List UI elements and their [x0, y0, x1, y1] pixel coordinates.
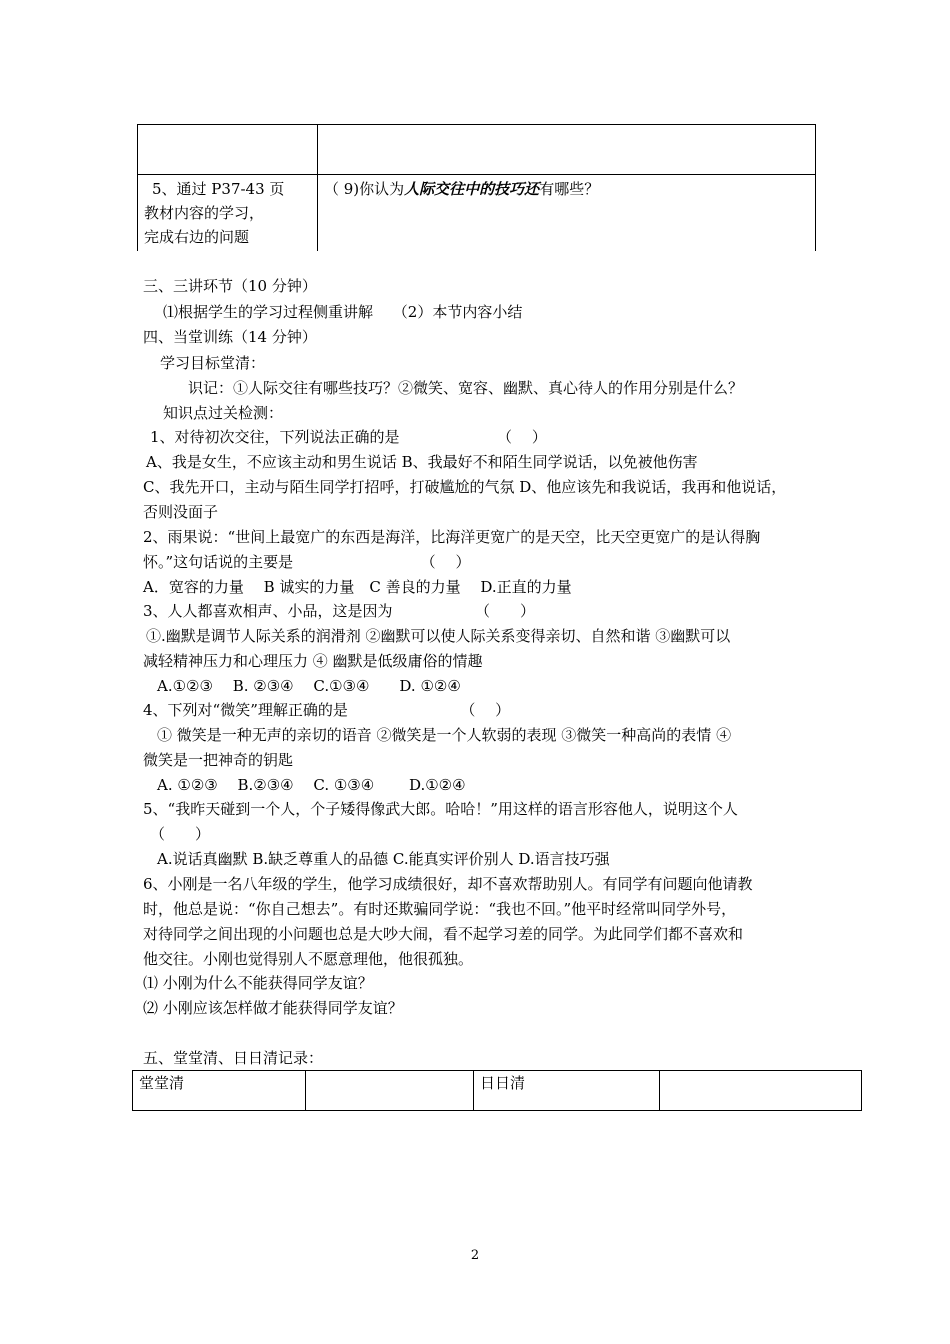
record-cell-tangtangqing: 堂堂清 — [133, 1071, 306, 1111]
q3-stem: 3、人人都喜欢相声、小品，这是因为 （ ） — [143, 602, 536, 620]
table-cell-task — [138, 175, 318, 252]
page-number: 2 — [470, 1248, 480, 1263]
q1-options-2: C、我先开口，主动与陌生同学打招呼，打破尴尬的气氛 D、他应该先和我说话，我再和他说话， — [143, 478, 787, 496]
check-title: 知识点过关检测： — [163, 404, 284, 422]
task-line-3: 完成右边的问题 — [144, 228, 250, 246]
q2-options: A．宽容的力量 B 诚实的力量 C 善良的力量 D.正直的力量 — [143, 578, 572, 596]
q6-line-3: 对待同学之间出现的小问题也总是大吵大闹，看不起学习差的同学。为此同学们都不喜欢和 — [143, 925, 744, 943]
section-3-title: 三、三讲环节（10 分钟） — [143, 277, 317, 295]
q5-options: A.说话真幽默 B.缺乏尊重人的品德 C.能真实评价别人 D.语言技巧强 — [157, 850, 610, 868]
q6-sub-2: ⑵ 小刚应该怎样做才能获得同学友谊？ — [143, 999, 403, 1017]
table-cell-empty-right — [318, 125, 816, 175]
task-line-2: 教材内容的学习， — [144, 204, 265, 222]
q4-options: A. ①②③ B.②③④ C. ①③④ D.①②④ — [157, 776, 466, 794]
q6-line-4: 他交往。小刚也觉得别人不愿意理他，他很孤独。 — [143, 950, 474, 968]
q6-sub-1: ⑴ 小刚为什么不能获得同学友谊？ — [143, 974, 373, 992]
record-cell-tangtangqing-value[interactable] — [306, 1071, 474, 1111]
section-4-title: 四、当堂训练（14 分钟） — [143, 328, 317, 346]
q4-line-2: 微笑是一把神奇的钥匙 — [143, 751, 294, 769]
q3-line-1: ①.幽默是调节人际关系的润滑剂 ②幽默可以使人际关系变得亲切、自然和谐 ③幽默可以 — [146, 627, 731, 645]
q3-options: A.①②③ B. ②③④ C.①③④ D. ①②④ — [157, 677, 461, 695]
question-9-prefix: （ 9)你认为 — [324, 180, 405, 198]
section-3-line: ⑴根据学生的学习过程侧重讲解 （2）本节内容小结 — [163, 303, 523, 321]
q1-options-1: A、我是女生，不应该主动和男生说话 B、我最好不和陌生同学说话，以免被他伤害 — [146, 453, 698, 471]
q2-stem-2: 怀。”这句话说的主要是 （ ） — [143, 553, 471, 571]
lesson-plan-table — [137, 124, 816, 251]
q4-line-1: ① 微笑是一种无声的亲切的语音 ②微笑是一个人软弱的表现 ③微笑一种高尚的表情 ④ — [157, 726, 732, 744]
record-table — [132, 1070, 862, 1111]
task-line-1: 5、通过 P37-43 页 — [152, 180, 285, 198]
question-9-suffix: 有哪些？ — [539, 180, 600, 198]
section-5-title: 五、堂堂清、日日清记录： — [143, 1049, 324, 1067]
q1-options-3: 否则没面子 — [143, 503, 219, 521]
goal-line: 识记：①人际交往有哪些技巧？②微笑、宽容、幽默、真心待人的作用分别是什么？ — [188, 379, 744, 397]
q6-line-1: 6、小刚是一名八年级的学生，他学习成绩很好，却不喜欢帮助别人。有同学有问题向他请教 — [143, 875, 753, 893]
q3-line-2: 减轻精神压力和心理压力 ④ 幽默是低级庸俗的情趣 — [143, 652, 483, 670]
q2-stem-1: 2、雨果说：“世间上最宽广的东西是海洋，比海洋更宽广的是天空，比天空更宽广的是认得胸 — [143, 528, 761, 546]
table-cell-question-9 — [318, 175, 816, 252]
record-cell-ririqing-value[interactable] — [660, 1071, 862, 1111]
question-9-emphasis: 人际交往中的技巧还 — [404, 180, 540, 198]
q5-stem-2: （ ） — [150, 825, 211, 843]
q4-stem: 4、下列对“微笑”理解正确的是 （ ） — [143, 701, 511, 719]
q1-stem: 1、对待初次交往，下列说法正确的是 （ ） — [150, 428, 547, 446]
record-cell-ririqing: 日日清 — [474, 1071, 660, 1111]
goal-title: 学习目标堂清： — [160, 354, 266, 372]
q5-stem-1: 5、“我昨天碰到一个人，个子矮得像武大郎。哈哈！”用这样的语言形容他人，说明这个人 — [143, 800, 738, 818]
table-cell-empty-left — [138, 125, 318, 175]
q6-line-2: 时，他总是说：“你自己想去”。有时还欺骗同学说：“我也不回。”他平时经常叫同学外号， — [143, 900, 737, 918]
